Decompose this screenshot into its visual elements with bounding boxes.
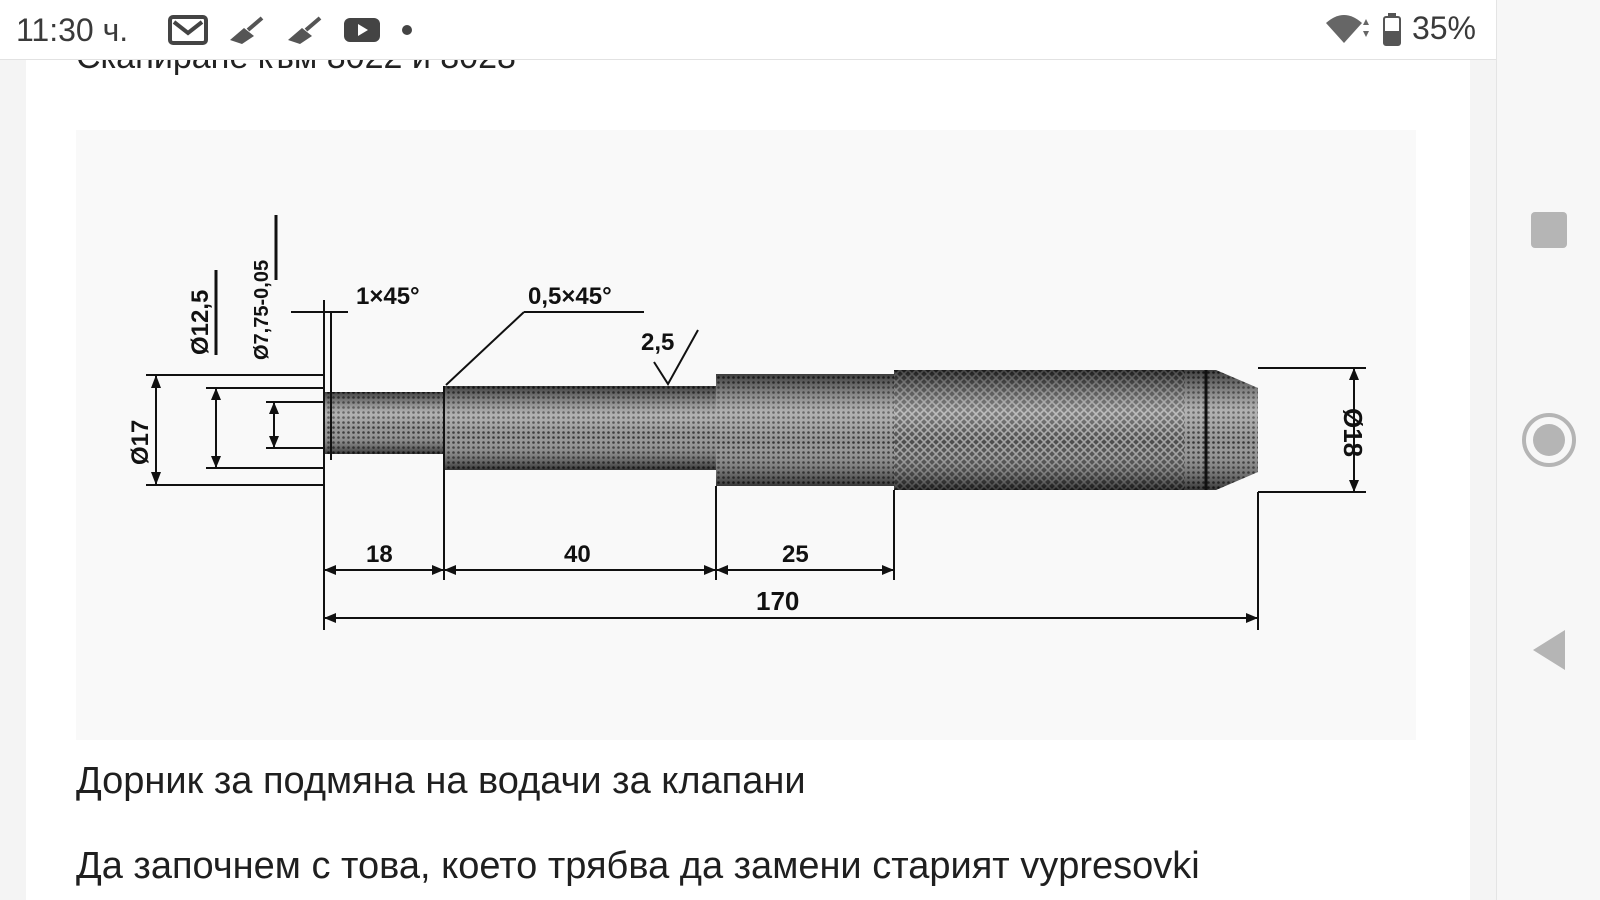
- circle-icon: [1520, 411, 1578, 469]
- dim-len-40: 40: [564, 541, 591, 568]
- dim-d17: Ø17: [127, 419, 154, 465]
- dim-d18: Ø18: [1338, 408, 1368, 458]
- status-right: [1322, 10, 1476, 47]
- technical-drawing-figure[interactable]: [76, 130, 1416, 740]
- recents-button[interactable]: [1519, 200, 1579, 260]
- square-icon: [1529, 210, 1569, 250]
- dim-roughness: 2,5: [641, 329, 675, 356]
- dim-len-170: 170: [756, 586, 800, 616]
- figure-caption: Дорник за подмяна на водачи за клапани: [76, 760, 806, 802]
- status-bar: [0, 0, 1496, 60]
- wifi-icon: [1322, 11, 1372, 47]
- article-paragraph: Да започнем с това, което трябва да замени старият vypresovki: [76, 845, 1200, 887]
- dim-d7-75: Ø7,75-0,05: [251, 259, 273, 360]
- navigation-bar: [1496, 0, 1600, 900]
- notification-icons: [168, 14, 414, 46]
- article-card: [26, 0, 1470, 900]
- status-time: 11:30 ч.: [16, 12, 129, 48]
- broom-icon: [284, 14, 324, 46]
- dim-chamfer-1: 1×45°: [356, 283, 420, 310]
- dim-chamfer-2: 0,5×45°: [528, 283, 612, 310]
- battery-icon: [1382, 11, 1402, 47]
- dim-len-25: 25: [782, 541, 809, 568]
- youtube-icon: [342, 14, 382, 46]
- dot-icon: [400, 14, 414, 46]
- shaft-body: [324, 370, 1258, 490]
- gmail-icon: [168, 14, 208, 46]
- dim-len-18: 18: [366, 541, 393, 568]
- home-button[interactable]: [1519, 410, 1579, 470]
- back-button[interactable]: [1519, 620, 1579, 680]
- battery-percent: 35%: [1411, 10, 1476, 46]
- drawing-svg: [76, 130, 1416, 740]
- triangle-back-icon: [1529, 628, 1569, 672]
- broom-icon: [226, 14, 266, 46]
- dim-d12-5: Ø12,5: [187, 289, 214, 355]
